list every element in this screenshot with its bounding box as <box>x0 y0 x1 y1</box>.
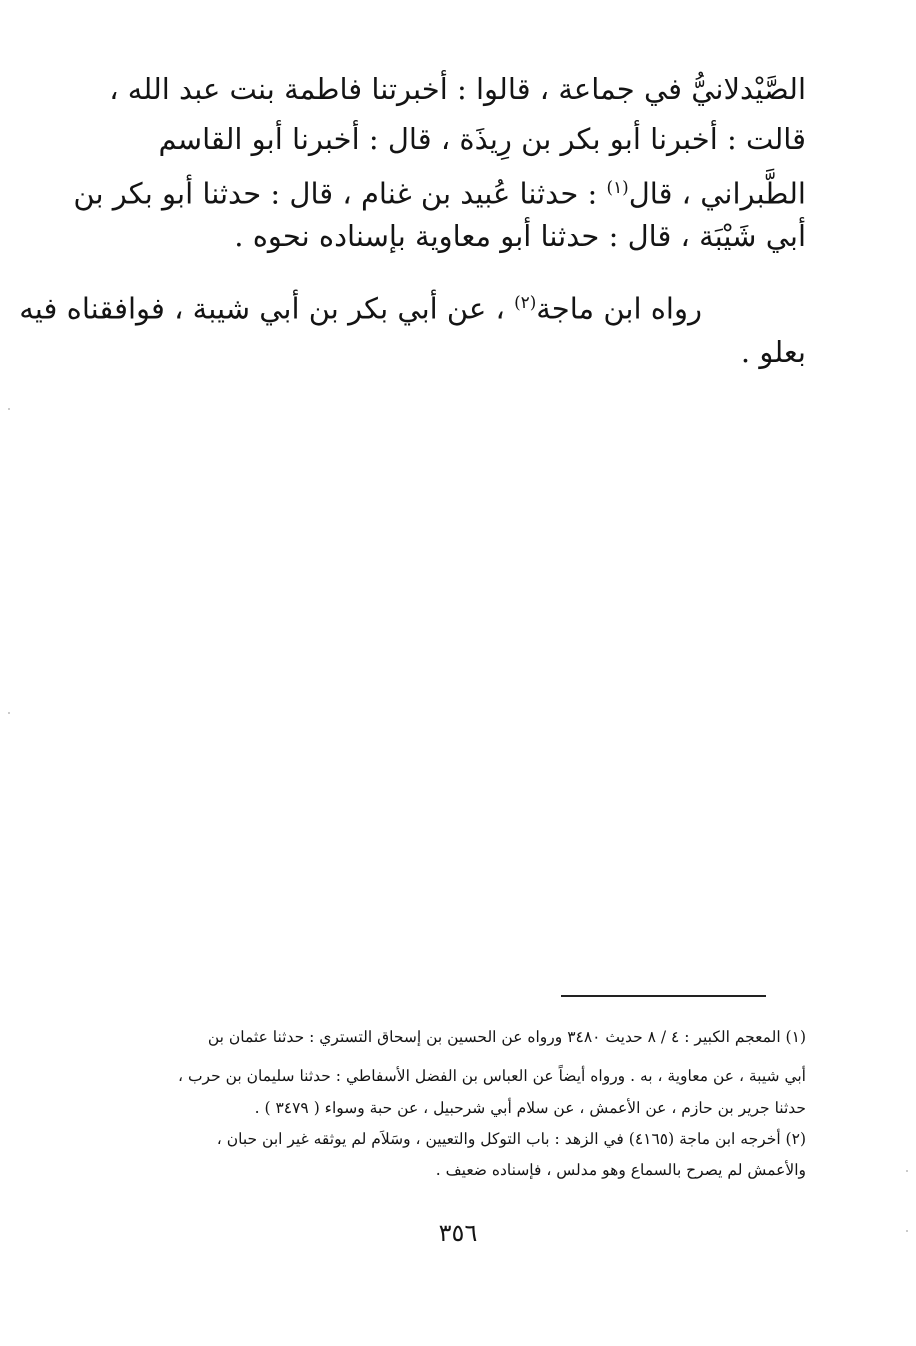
footnote-2-line-2: والأعمش لم يصرح بالسماع وهو مدلس ، فإسناده ضعيف . <box>435 1161 806 1179</box>
footnote-2-line-1: (٢) أخرجه ابن ماجة (٤١٦٥) في الزهد : باب التوكل والتعيين ، وسَلاَم لم يوثقه غير ابن حبان ، <box>216 1130 806 1148</box>
scan-speck <box>906 1170 908 1172</box>
body-line-5-end: ، عن أبي بكر بن أبي شيبة ، فوافقناه فيه <box>19 291 515 326</box>
footnote-ref-2[interactable]: (٢) <box>514 292 537 312</box>
body-line-6: بعلو . <box>740 335 806 369</box>
footnote-separator <box>561 995 766 997</box>
page-number: ٣٥٦ <box>438 1219 478 1247</box>
body-line-5-start: رواه ابن ماجة <box>536 291 702 326</box>
body-line-2: قالت : أخبرنا أبو بكر بن رِيذَة ، قال : أخبرنا أبو القاسم <box>158 122 806 156</box>
body-line-4: أبي شَيْبَة ، قال : حدثنا أبو معاوية بإسناده نحوه . <box>234 219 806 253</box>
footnote-ref-1[interactable]: (١) <box>606 177 629 197</box>
body-line-3-end: : حدثنا عُبيد بن غنام ، قال : حدثنا أبو بكر بن <box>73 176 607 211</box>
body-line-1: الصَّيْدلانيُّ في جماعة ، قالوا : أخبرتنا فاطمة بنت عبد الله ، <box>109 72 806 106</box>
scan-speck <box>8 408 10 410</box>
body-line-5 <box>19 279 702 332</box>
body-line-3-start: الطَّبراني ، قال <box>628 176 806 211</box>
scan-speck <box>906 1230 908 1232</box>
scan-speck <box>8 712 10 714</box>
footnote-1-line-1: (١) المعجم الكبير : ٤ / ٨ حديث ٣٤٨٠ ورواه عن الحسين بن إسحاق التستري : حدثنا عثمان بن <box>207 1028 806 1046</box>
footnote-1-line-2: أبي شيبة ، عن معاوية ، به . ورواه أيضاً عن العباس بن الفضل الأسفاطي : حدثنا سليمان بن حرب ، <box>178 1067 806 1085</box>
body-line-3 <box>73 164 806 217</box>
footnote-1-line-3: حدثنا جرير بن حازم ، عن الأعمش ، عن سلام أبي شرحبيل ، عن حبة وسواء ( ٣٤٧٩ ) . <box>254 1099 806 1117</box>
